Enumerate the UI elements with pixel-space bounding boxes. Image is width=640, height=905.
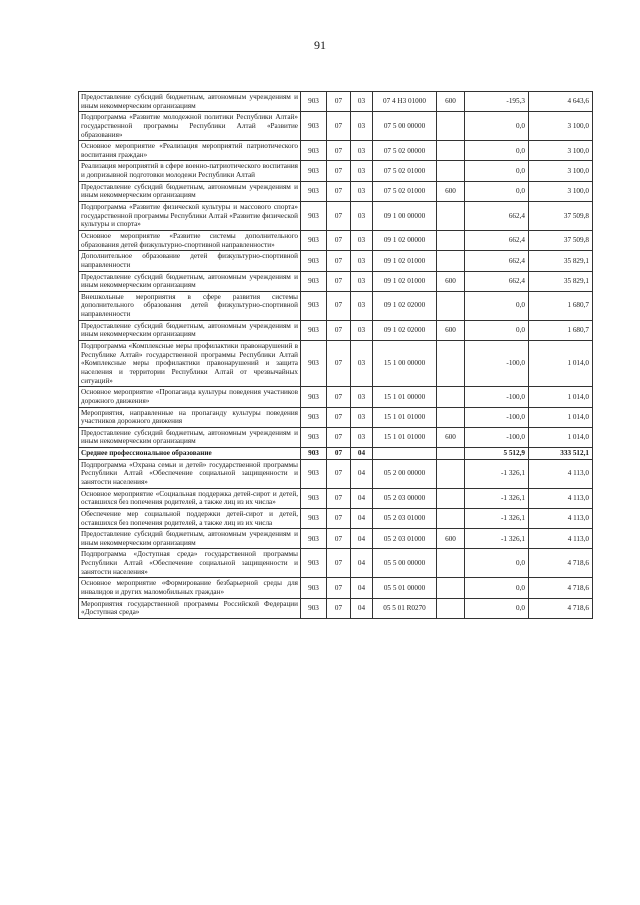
target-article-cell: 05 2 03 01000 xyxy=(373,508,437,528)
total-amount-cell: 3 100,0 xyxy=(529,161,593,181)
target-article-cell xyxy=(373,448,437,460)
expense-type-cell: 600 xyxy=(437,529,465,549)
subsection-code-cell: 03 xyxy=(351,427,373,447)
section-code-cell: 07 xyxy=(327,407,351,427)
expense-name-cell: Предоставление субсидий бюджетным, автономным учреждениям и иным некоммерческим организациям xyxy=(79,92,301,112)
table-row xyxy=(79,230,593,250)
expense-type-cell xyxy=(437,112,465,141)
table-row xyxy=(79,387,593,407)
ministry-code-cell: 903 xyxy=(301,488,327,508)
target-article-cell: 09 1 02 00000 xyxy=(373,230,437,250)
ministry-code-cell: 903 xyxy=(301,578,327,598)
section-code-cell: 07 xyxy=(327,488,351,508)
ministry-code-cell: 903 xyxy=(301,230,327,250)
expense-type-cell xyxy=(437,549,465,578)
subsection-code-cell: 04 xyxy=(351,488,373,508)
section-code-cell: 07 xyxy=(327,112,351,141)
change-amount-cell: -100,0 xyxy=(465,407,529,427)
expense-type-cell xyxy=(437,598,465,618)
subsection-code-cell: 03 xyxy=(351,112,373,141)
table-row xyxy=(79,141,593,161)
section-code-cell: 07 xyxy=(327,230,351,250)
total-amount-cell: 3 100,0 xyxy=(529,112,593,141)
expense-name-cell: Внешкольные мероприятия в сфере развития системы дополнительного образования детей физкультурно-спортивной направленности xyxy=(79,291,301,320)
table-row xyxy=(79,529,593,549)
change-amount-cell: -100,0 xyxy=(465,387,529,407)
expense-type-cell xyxy=(437,508,465,528)
subsection-code-cell: 03 xyxy=(351,92,373,112)
expense-type-cell xyxy=(437,230,465,250)
target-article-cell: 15 1 01 00000 xyxy=(373,387,437,407)
subsection-code-cell: 03 xyxy=(351,251,373,271)
expense-type-cell xyxy=(437,291,465,320)
change-amount-cell: -100,0 xyxy=(465,341,529,387)
expense-name-cell: Подпрограмма «Доступная среда» государственной программы Республики Алтай «Обеспечение социальной защищенности и занятости населения» xyxy=(79,549,301,578)
change-amount-cell: -1 326,1 xyxy=(465,488,529,508)
total-amount-cell: 1 014,0 xyxy=(529,387,593,407)
change-amount-cell: -195,3 xyxy=(465,92,529,112)
section-code-cell: 07 xyxy=(327,387,351,407)
expense-type-cell: 600 xyxy=(437,92,465,112)
expense-name-cell: Предоставление субсидий бюджетным, автономным учреждениям и иным некоммерческим организациям xyxy=(79,529,301,549)
change-amount-cell: -1 326,1 xyxy=(465,459,529,488)
change-amount-cell: 0,0 xyxy=(465,320,529,340)
table-body xyxy=(79,92,593,619)
subsection-code-cell: 03 xyxy=(351,291,373,320)
expense-name-cell: Основное мероприятие «Социальная поддержка детей-сирот и детей, оставшихся без попечения родителей, а также лиц из их числа» xyxy=(79,488,301,508)
expense-name-cell: Основное мероприятие «Реализация мероприятий патриотического воспитания граждан» xyxy=(79,141,301,161)
ministry-code-cell: 903 xyxy=(301,508,327,528)
change-amount-cell: 0,0 xyxy=(465,578,529,598)
section-code-cell: 07 xyxy=(327,549,351,578)
target-article-cell: 07 5 02 01000 xyxy=(373,181,437,201)
subsection-code-cell: 03 xyxy=(351,387,373,407)
expense-name-cell: Обеспечение мер социальной поддержки детей-сирот и детей, оставшихся без попечения родителей, а также лиц из их числа xyxy=(79,508,301,528)
total-amount-cell: 1 014,0 xyxy=(529,427,593,447)
section-code-cell: 07 xyxy=(327,161,351,181)
change-amount-cell: -100,0 xyxy=(465,427,529,447)
expense-type-cell xyxy=(437,459,465,488)
target-article-cell: 09 1 02 01000 xyxy=(373,271,437,291)
total-amount-cell: 4 643,6 xyxy=(529,92,593,112)
target-article-cell: 15 1 01 01000 xyxy=(373,427,437,447)
ministry-code-cell: 903 xyxy=(301,291,327,320)
table-row xyxy=(79,448,593,460)
table-row xyxy=(79,508,593,528)
ministry-code-cell: 903 xyxy=(301,271,327,291)
expense-name-cell: Предоставление субсидий бюджетным, автономным учреждениям и иным некоммерческим организациям xyxy=(79,181,301,201)
change-amount-cell: -1 326,1 xyxy=(465,529,529,549)
change-amount-cell: 0,0 xyxy=(465,549,529,578)
expense-type-cell: 600 xyxy=(437,427,465,447)
target-article-cell: 07 5 00 00000 xyxy=(373,112,437,141)
section-code-cell: 07 xyxy=(327,141,351,161)
expense-name-cell: Реализация мероприятий в сфере военно-патриотического воспитания и допризывной подготовки молодежи Республики Алтай xyxy=(79,161,301,181)
ministry-code-cell: 903 xyxy=(301,427,327,447)
ministry-code-cell: 903 xyxy=(301,161,327,181)
ministry-code-cell: 903 xyxy=(301,320,327,340)
section-code-cell: 07 xyxy=(327,448,351,460)
section-code-cell: 07 xyxy=(327,291,351,320)
total-amount-cell: 1 680,7 xyxy=(529,291,593,320)
change-amount-cell: 0,0 xyxy=(465,161,529,181)
section-code-cell: 07 xyxy=(327,427,351,447)
expense-name-cell: Дополнительное образование детей физкультурно-спортивной направленности xyxy=(79,251,301,271)
expense-type-cell: 600 xyxy=(437,320,465,340)
section-code-cell: 07 xyxy=(327,341,351,387)
target-article-cell: 05 2 03 00000 xyxy=(373,488,437,508)
target-article-cell: 05 5 00 00000 xyxy=(373,549,437,578)
subsection-code-cell: 04 xyxy=(351,448,373,460)
table-row xyxy=(79,181,593,201)
ministry-code-cell: 903 xyxy=(301,598,327,618)
section-code-cell: 07 xyxy=(327,598,351,618)
total-amount-cell: 4 718,6 xyxy=(529,598,593,618)
expense-name-cell: Предоставление субсидий бюджетным, автономным учреждениям и иным некоммерческим организациям xyxy=(79,271,301,291)
expense-name-cell: Предоставление субсидий бюджетным, автономным учреждениям и иным некоммерческим организациям xyxy=(79,427,301,447)
subsection-code-cell: 04 xyxy=(351,549,373,578)
page-number: 91 xyxy=(314,38,326,52)
section-code-cell: 07 xyxy=(327,271,351,291)
change-amount-cell: 0,0 xyxy=(465,598,529,618)
section-code-cell: 07 xyxy=(327,251,351,271)
table-row xyxy=(79,488,593,508)
subsection-code-cell: 04 xyxy=(351,529,373,549)
section-code-cell: 07 xyxy=(327,202,351,231)
target-article-cell: 09 1 00 00000 xyxy=(373,202,437,231)
total-amount-cell: 4 113,0 xyxy=(529,508,593,528)
subsection-code-cell: 03 xyxy=(351,407,373,427)
total-amount-cell: 4 113,0 xyxy=(529,459,593,488)
table-row xyxy=(79,92,593,112)
expense-type-cell xyxy=(437,202,465,231)
table-row xyxy=(79,161,593,181)
subsection-code-cell: 03 xyxy=(351,141,373,161)
expense-name-cell: Основное мероприятие «Развитие системы дополнительного образования детей физкультурно-спортивной направленности» xyxy=(79,230,301,250)
total-amount-cell: 1 680,7 xyxy=(529,320,593,340)
subsection-code-cell: 03 xyxy=(351,271,373,291)
budget-table xyxy=(78,91,593,619)
expense-name-cell: Среднее профессиональное образование xyxy=(79,448,301,460)
table-row xyxy=(79,459,593,488)
subsection-code-cell: 03 xyxy=(351,181,373,201)
subsection-code-cell: 03 xyxy=(351,161,373,181)
total-amount-cell: 4 718,6 xyxy=(529,549,593,578)
expense-name-cell: Основное мероприятие «Пропаганда культуры поведения участников дорожного движения» xyxy=(79,387,301,407)
section-code-cell: 07 xyxy=(327,459,351,488)
total-amount-cell: 35 829,1 xyxy=(529,271,593,291)
change-amount-cell: 0,0 xyxy=(465,112,529,141)
target-article-cell: 07 4 Н3 01000 xyxy=(373,92,437,112)
table-row xyxy=(79,291,593,320)
table-row xyxy=(79,598,593,618)
expense-type-cell xyxy=(437,161,465,181)
ministry-code-cell: 903 xyxy=(301,112,327,141)
subsection-code-cell: 03 xyxy=(351,202,373,231)
target-article-cell: 05 5 01 R0270 xyxy=(373,598,437,618)
expense-type-cell xyxy=(437,341,465,387)
total-amount-cell: 37 509,8 xyxy=(529,202,593,231)
expense-type-cell xyxy=(437,448,465,460)
expense-type-cell xyxy=(437,251,465,271)
expense-type-cell: 600 xyxy=(437,271,465,291)
target-article-cell: 07 5 02 00000 xyxy=(373,141,437,161)
total-amount-cell: 1 014,0 xyxy=(529,341,593,387)
ministry-code-cell: 903 xyxy=(301,387,327,407)
change-amount-cell: 662,4 xyxy=(465,271,529,291)
target-article-cell: 05 2 03 01000 xyxy=(373,529,437,549)
section-code-cell: 07 xyxy=(327,508,351,528)
expense-name-cell: Основное мероприятие «Формирование безбарьерной среды для инвалидов и других маломобильных граждан» xyxy=(79,578,301,598)
total-amount-cell: 4 113,0 xyxy=(529,529,593,549)
ministry-code-cell: 903 xyxy=(301,251,327,271)
ministry-code-cell: 903 xyxy=(301,341,327,387)
section-code-cell: 07 xyxy=(327,92,351,112)
total-amount-cell: 333 512,1 xyxy=(529,448,593,460)
target-article-cell: 05 5 01 00000 xyxy=(373,578,437,598)
expense-name-cell: Подпрограмма «Развитие молодежной политики Республики Алтай» государственной программы Республики Алтай «Развитие образования» xyxy=(79,112,301,141)
total-amount-cell: 1 014,0 xyxy=(529,407,593,427)
expense-name-cell: Подпрограмма «Развитие физической культуры и массового спорта» государственной программы Республики Алтай «Развитие физической культуры и спорта» xyxy=(79,202,301,231)
expense-type-cell xyxy=(437,578,465,598)
target-article-cell: 15 1 00 00000 xyxy=(373,341,437,387)
change-amount-cell: 662,4 xyxy=(465,230,529,250)
table-row xyxy=(79,578,593,598)
change-amount-cell: 0,0 xyxy=(465,141,529,161)
change-amount-cell: 662,4 xyxy=(465,202,529,231)
table-row xyxy=(79,549,593,578)
ministry-code-cell: 903 xyxy=(301,92,327,112)
target-article-cell: 05 2 00 00000 xyxy=(373,459,437,488)
total-amount-cell: 4 718,6 xyxy=(529,578,593,598)
section-code-cell: 07 xyxy=(327,181,351,201)
table-row xyxy=(79,341,593,387)
expense-name-cell: Мероприятия, направленные на пропаганду культуры поведения участников дорожного движения xyxy=(79,407,301,427)
total-amount-cell: 4 113,0 xyxy=(529,488,593,508)
total-amount-cell: 35 829,1 xyxy=(529,251,593,271)
change-amount-cell: 0,0 xyxy=(465,181,529,201)
expense-type-cell xyxy=(437,141,465,161)
subsection-code-cell: 04 xyxy=(351,459,373,488)
table-row xyxy=(79,407,593,427)
target-article-cell: 15 1 01 01000 xyxy=(373,407,437,427)
expense-name-cell: Подпрограмма «Комплексные меры профилактики правонарушений в Республике Алтай» государственной программы Республики Алтай «Комплексные меры профилактики правонарушений и защита населения и территории Республики Алтай от чрезвычайных ситуаций» xyxy=(79,341,301,387)
subsection-code-cell: 03 xyxy=(351,230,373,250)
table-row xyxy=(79,251,593,271)
expense-type-cell xyxy=(437,387,465,407)
change-amount-cell: -1 326,1 xyxy=(465,508,529,528)
ministry-code-cell: 903 xyxy=(301,141,327,161)
change-amount-cell: 0,0 xyxy=(465,291,529,320)
target-article-cell: 09 1 02 01000 xyxy=(373,251,437,271)
table-row xyxy=(79,202,593,231)
ministry-code-cell: 903 xyxy=(301,407,327,427)
section-code-cell: 07 xyxy=(327,529,351,549)
total-amount-cell: 3 100,0 xyxy=(529,141,593,161)
total-amount-cell: 3 100,0 xyxy=(529,181,593,201)
total-amount-cell: 37 509,8 xyxy=(529,230,593,250)
table-row xyxy=(79,112,593,141)
section-code-cell: 07 xyxy=(327,578,351,598)
subsection-code-cell: 04 xyxy=(351,578,373,598)
table-row xyxy=(79,427,593,447)
ministry-code-cell: 903 xyxy=(301,448,327,460)
subsection-code-cell: 04 xyxy=(351,598,373,618)
ministry-code-cell: 903 xyxy=(301,549,327,578)
ministry-code-cell: 903 xyxy=(301,181,327,201)
expense-name-cell: Предоставление субсидий бюджетным, автономным учреждениям и иным некоммерческим организациям xyxy=(79,320,301,340)
table-row xyxy=(79,271,593,291)
target-article-cell: 09 1 02 02000 xyxy=(373,291,437,320)
expense-type-cell: 600 xyxy=(437,181,465,201)
ministry-code-cell: 903 xyxy=(301,459,327,488)
expense-name-cell: Подпрограмма «Охрана семьи и детей» государственной программы Республики Алтай «Обеспечение социальной защищенности и занятости населения» xyxy=(79,459,301,488)
target-article-cell: 09 1 02 02000 xyxy=(373,320,437,340)
expense-type-cell xyxy=(437,488,465,508)
table-row xyxy=(79,320,593,340)
target-article-cell: 07 5 02 01000 xyxy=(373,161,437,181)
subsection-code-cell: 03 xyxy=(351,341,373,387)
change-amount-cell: 5 512,9 xyxy=(465,448,529,460)
subsection-code-cell: 04 xyxy=(351,508,373,528)
ministry-code-cell: 903 xyxy=(301,202,327,231)
change-amount-cell: 662,4 xyxy=(465,251,529,271)
subsection-code-cell: 03 xyxy=(351,320,373,340)
expense-type-cell xyxy=(437,407,465,427)
section-code-cell: 07 xyxy=(327,320,351,340)
ministry-code-cell: 903 xyxy=(301,529,327,549)
expense-name-cell: Мероприятия государственной программы Российской Федерации «Доступная среда» xyxy=(79,598,301,618)
